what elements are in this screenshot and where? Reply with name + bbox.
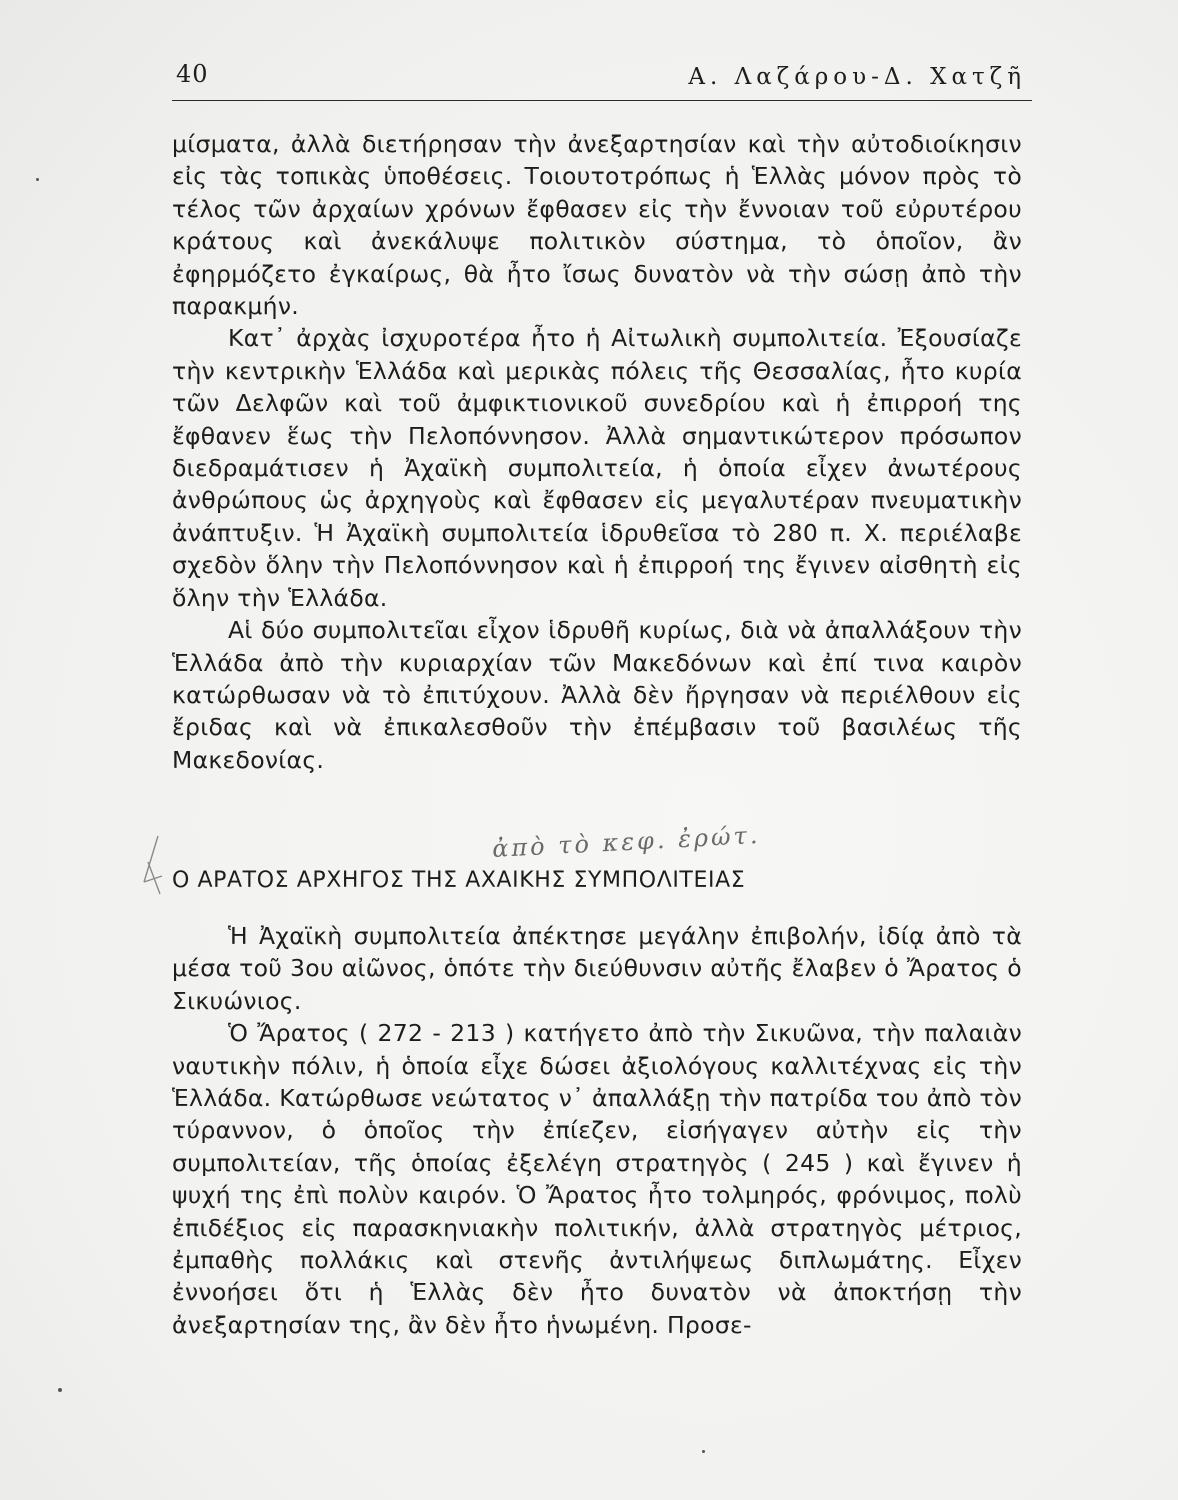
- dust-speck: [58, 1388, 62, 1392]
- paragraph: Ἡ Ἀχαϊκὴ συμπολιτεία ἀπέκτησε μεγάλην ἐπιβολήν, ἰδίᾳ ἀπὸ τὰ μέσα τοῦ 3ου αἰῶνος, ὁπότε τὴν διεύθυνσιν αὐτῆς ἔλαβεν ὁ Ἄρατος ὁ Σικυώνιος.: [172, 922, 1022, 1015]
- page-number: 40: [176, 60, 209, 88]
- body-text-top: [172, 128, 1022, 776]
- handwritten-note: ἀπὸ τὸ κεφ. ἐρώτ.: [491, 820, 762, 864]
- body-text-bottom: [172, 920, 1022, 1341]
- paragraph: Ὁ Ἄρατος ( 272 - 213 ) κατήγετο ἀπὸ τὴν Σικυῶνα, τὴν παλαιὰν ναυτικὴν πόλιν, ἡ ὁποία εἶχε δώσει ἀξιολόγους καλλιτέχνας εἰς τὴν Ἑλλάδα. Κατώρθωσε νεώτατος ν᾽ ἀπαλλάξῃ τὴν πατρίδα του ἀπὸ τὸν τύραννον, ὁ ὁποῖος τὴν ἐπίεζεν, εἰσήγαγεν αὐτὴν εἰς τὴν συμπολιτείαν, τῆς ὁποίας ἐξελέγη στρατηγὸς ( 245 ) καὶ ἔγινεν ἡ ψυχή της ἐπὶ πολὺν καιρόν. Ὁ Ἄρατος ἦτο τολμηρός, φρόνιμος, πολὺ ἐπιδέξιος εἰς παρασκηνιακὴν πολιτικήν, ἀλλὰ στρατηγὸς μέτριος, ἐμπαθὴς πολλάκις καὶ στενῆς ἀντιλήψεως διπλωμάτης. Εἶχεν ἐννοήσει ὅτι ἡ Ἑλλὰς δὲν ἦτο δυνατὸν νὰ ἀποκτήσῃ τὴν ἀνεξαρτησίαν της, ἂν δὲν ἦτο ἡνωμένη. Προσε-: [172, 1019, 1022, 1339]
- running-header: [172, 60, 1032, 101]
- dust-speck: [702, 1450, 705, 1453]
- header-authors: Α. Λαζάρου-Δ. Χατζῆ: [688, 64, 1026, 90]
- paragraph: μίσματα, ἀλλὰ διετήρησαν τὴν ἀνεξαρτησίαν καὶ τὴν αὐτοδιοίκησιν εἰς τὰς τοπικὰς ὑποθέσεις. Τοιουτοτρόπως ἡ Ἑλλὰς μόνον πρὸς τὸ τέλος τῶν ἀρχαίων χρόνων ἔφθασεν εἰς τὴν ἔννοιαν τοῦ εὐρυτέρου κράτους καὶ ἀνεκάλυψε πολιτικὸν σύστημα, τὸ ὁποῖον, ἂν ἐφηρμόζετο ἐγκαίρως, θὰ ἦτο ἴσως δυνατὸν νὰ τὴν σώσῃ ἀπὸ τὴν παρακμήν.: [172, 130, 1022, 321]
- margin-pencil-mark: [138, 832, 166, 902]
- paragraph: Κατ᾽ ἀρχὰς ἰσχυροτέρα ἦτο ἡ Αἰτωλικὴ συμπολιτεία. Ἐξουσίαζε τὴν κεντρικὴν Ἑλλάδα καὶ μερικὰς πόλεις τῆς Θεσσαλίας, ἦτο κυρία τῶν Δελφῶν καὶ τοῦ ἀμφικτιονικοῦ συνεδρίου καὶ ἡ ἐπιρροή της ἔφθανεν ἕως τὴν Πελοπόννησον. Ἀλλὰ σημαντικώτερον πρόσωπον διεδραμάτισεν ἡ Ἀχαϊκὴ συμπολιτεία, ἡ ὁποία εἶχεν ἀνωτέρους ἀνθρώπους ὡς ἀρχηγοὺς καὶ ἔφθασεν εἰς μεγαλυτέραν πνευματικὴν ἀνάπτυξιν. Ἡ Ἀχαϊκὴ συμπολιτεία ἱδρυθεῖσα τὸ 280 π. Χ. περιέλαβε σχεδὸν ὅλην τὴν Πελοπόννησον καὶ ἡ ἐπιρροή της ἔγινεν αἰσθητὴ εἰς ὅλην τὴν Ἑλλάδα.: [172, 324, 1022, 612]
- paragraph: Αἱ δύο συμπολιτεῖαι εἶχον ἱδρυθῆ κυρίως, διὰ νὰ ἀπαλλάξουν τὴν Ἑλλάδα ἀπὸ τὴν κυριαρχίαν τῶν Μακεδόνων καὶ ἐπί τινα καιρὸν κατώρθωσαν νὰ τὸ ἐπιτύχουν. Ἀλλὰ δὲν ἤργησαν νὰ περιέλθουν εἰς ἔριδας καὶ νὰ ἐπικαλεσθοῦν τὴν ἐπέμβασιν τοῦ βασιλέως τῆς Μακεδονίας.: [172, 616, 1022, 774]
- dust-speck: [36, 178, 39, 181]
- section-heading: Ο ΑΡΑΤΟΣ ΑΡΧΗΓΟΣ ΤΗΣ ΑΧΑΙΚΗΣ ΣΥΜΠΟΛΙΤΕΙΑΣ: [172, 868, 746, 893]
